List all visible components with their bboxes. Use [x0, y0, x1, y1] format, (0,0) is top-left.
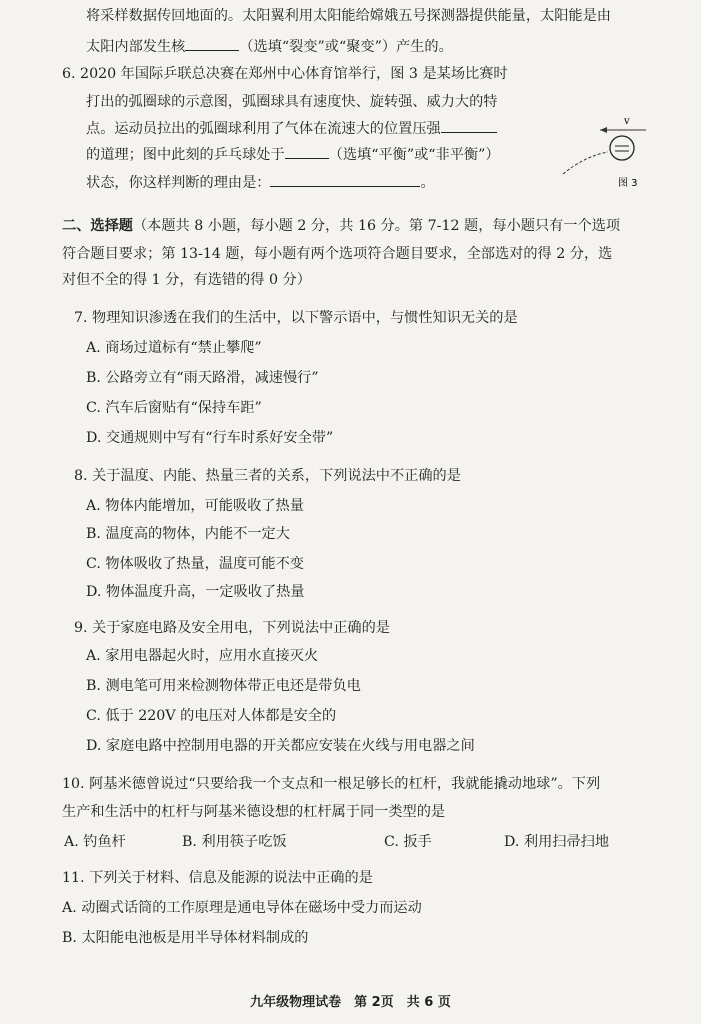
fill-blank[interactable] [441, 118, 497, 133]
figure-3 [560, 114, 670, 194]
option-c: C. 汽车后窗贴有“保持车距” [86, 400, 262, 416]
question-7-stem: 7. 物理知识渗透在我们的生活中，以下警示语中，与惯性知识无关的是 [74, 310, 518, 326]
text-line: 符合题目要求；第 13-14 题，每小题有两个选项符合题目要求，全部选对的得 2 分，选 [62, 246, 613, 262]
text-line [86, 118, 497, 139]
option-b: B. 利用筷子吃饭 [182, 834, 287, 850]
option-c: C. 扳手 [384, 834, 432, 850]
figure-caption: 图 3 [618, 178, 638, 189]
option-a: A. 钓鱼杆 [64, 834, 126, 850]
text-line: 将采样数据传回地面的。太阳翼利用太阳能给嫦娥五号探测器提供能量，太阳能是由 [86, 8, 611, 24]
question-11-stem: 11. 下列关于材料、信息及能源的说法中正确的是 [62, 870, 373, 886]
text-fragment: 的道理；图中此刻的乒乓球处于 [86, 147, 285, 163]
section-title: 二、选择题 [62, 218, 133, 234]
option-a: A. 动圈式话筒的工作原理是通电导体在磁场中受力而运动 [62, 900, 422, 916]
text-fragment: （选填“裂变”或“聚变”）产生的。 [239, 39, 453, 55]
section-2-header [62, 216, 620, 236]
fill-blank[interactable] [270, 172, 420, 187]
text-fragment: 太阳内部发生核 [86, 39, 186, 55]
text-fragment: 点。运动员拉出的弧圈球利用了气体在流速大的位置压强 [86, 121, 441, 137]
text-fragment: 状态，你这样判断的理由是： [86, 175, 271, 191]
question-6-stem: 6. 2020 年国际乒联总决赛在郑州中心体育馆举行，图 3 是某场比赛时 [62, 66, 508, 82]
velocity-label: v [624, 116, 630, 127]
question-9-stem: 9. 关于家庭电路及安全用电，下列说法中正确的是 [74, 620, 390, 636]
text-line: 对但不全的得 1 分，有选错的得 0 分） [62, 272, 311, 288]
page-footer: 九年级物理试卷 第 2页 共 6 页 [250, 995, 451, 1010]
option-a: A. 物体内能增加，可能吸收了热量 [86, 498, 304, 514]
option-b: B. 太阳能电池板是用半导体材料制成的 [62, 930, 309, 946]
option-d: D. 利用扫帚扫地 [504, 834, 610, 850]
section-instructions: （本题共 8 小题，每小题 2 分，共 16 分。第 7-12 题，每小题只有一个选项 [132, 218, 621, 234]
text-line [86, 172, 435, 193]
question-8-stem: 8. 关于温度、内能、热量三者的关系，下列说法中不正确的是 [74, 468, 461, 484]
option-d: D. 交通规则中写有“行车时系好安全带” [86, 430, 334, 446]
ball-icon [610, 136, 634, 160]
text-line: 生产和生活中的杠杆与阿基米德设想的杠杆属于同一类型的是 [62, 804, 446, 820]
text-line [86, 36, 453, 57]
fill-blank[interactable] [285, 144, 329, 159]
text-fragment: 。 [420, 175, 435, 191]
option-b: B. 公路旁立有“雨天路滑，减速慢行” [86, 370, 319, 386]
option-a: A. 商场过道标有“禁止攀爬” [86, 340, 262, 356]
question-10-stem: 10. 阿基米德曾说过“只要给我一个支点和一根足够长的杠杆，我就能撬动地球”。下列 [62, 776, 601, 792]
spin-ball-diagram [560, 114, 670, 194]
option-c: C. 低于 220V 的电压对人体都是安全的 [86, 708, 337, 724]
option-d: D. 家庭电路中控制用电器的开关都应安装在火线与用电器之间 [86, 738, 475, 754]
option-a: A. 家用电器起火时，应用水直接灭火 [86, 648, 319, 664]
option-b: B. 温度高的物体，内能不一定大 [86, 526, 290, 542]
text-line: 打出的弧圈球的示意图，弧圈球具有速度快、旋转强、威力大的特 [86, 94, 498, 110]
option-d: D. 物体温度升高，一定吸收了热量 [86, 584, 305, 600]
fill-blank[interactable] [185, 36, 239, 51]
text-fragment: （选填“平衡”或“非平衡”） [328, 147, 500, 163]
option-c: C. 物体吸收了热量，温度可能不变 [86, 556, 304, 572]
text-line [86, 144, 500, 165]
option-b: B. 测电笔可用来检测物体带正电还是带负电 [86, 678, 361, 694]
